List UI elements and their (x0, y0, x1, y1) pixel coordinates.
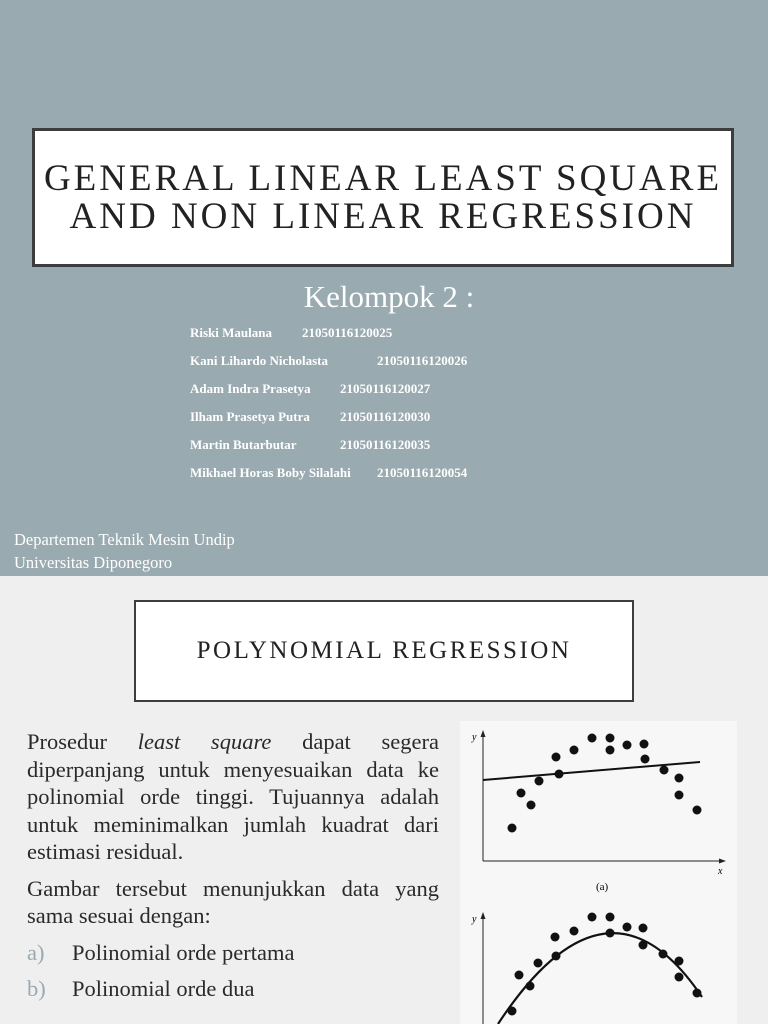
content-slide (0, 576, 768, 1024)
panel-a (471, 730, 726, 893)
data-point (641, 755, 650, 764)
panel-b (471, 912, 702, 1024)
data-point (552, 753, 561, 762)
data-point (570, 927, 579, 936)
member-nim: 21050116120030 (340, 409, 431, 424)
data-point (606, 746, 615, 755)
member-name: Mikhael Horas Boby Silalahi (190, 465, 351, 480)
regression-figure-svg (460, 721, 737, 1024)
paragraph-1 (27, 728, 439, 866)
member-item (190, 409, 431, 425)
panel-a-x-arrow (719, 859, 726, 864)
data-point (693, 989, 702, 998)
member-nim: 21050116120025 (302, 325, 393, 340)
para1-start: Prosedur (27, 729, 138, 754)
panel-a-y-label: y (472, 732, 477, 743)
body-text (27, 728, 439, 1012)
fit-list (27, 939, 439, 1003)
slide-title (43, 157, 723, 237)
data-point (675, 957, 684, 966)
section-title-box (134, 600, 634, 702)
data-point (515, 971, 524, 980)
data-point (508, 1007, 517, 1016)
data-point (606, 929, 615, 938)
member-item (190, 465, 468, 481)
data-point (675, 791, 684, 800)
para1-italic-term: least square (137, 729, 272, 754)
member-item (190, 381, 431, 397)
member-item (190, 353, 468, 369)
data-point (623, 923, 632, 932)
member-name: Adam Indra Prasetya (190, 381, 311, 396)
member-item (190, 437, 431, 453)
list-item (27, 939, 439, 967)
data-point (606, 734, 615, 743)
title-line-2: AND NON LINEAR REGRESSION (69, 195, 697, 237)
data-point (555, 770, 564, 779)
member-name: Ilham Prasetya Putra (190, 409, 310, 424)
member-name: Kani Lihardo Nicholasta (190, 353, 328, 368)
panel-a-y-arrow (481, 730, 486, 737)
data-point (660, 766, 669, 775)
data-point (639, 924, 648, 933)
list-label: b) (27, 976, 46, 1001)
member-nim: 21050116120035 (340, 437, 431, 452)
data-point (534, 959, 543, 968)
data-point (552, 952, 561, 961)
panel-b-y-arrow (481, 912, 486, 919)
member-nim: 21050116120027 (340, 381, 431, 396)
regression-figure (460, 721, 737, 1024)
panel-b-points (508, 913, 702, 1016)
data-point (623, 741, 632, 750)
data-point (606, 913, 615, 922)
group-heading: Kelompok 2 : (303, 279, 475, 314)
data-point (535, 777, 544, 786)
panel-b-y-label: y (472, 914, 477, 925)
list-item (27, 975, 439, 1003)
data-point (693, 806, 702, 815)
data-point (639, 941, 648, 950)
title-box (32, 128, 734, 267)
panel-a-points (508, 734, 702, 833)
university-name: Universitas Diponegoro (14, 553, 173, 572)
data-point (588, 734, 597, 743)
data-point (588, 913, 597, 922)
section-title: POLYNOMIAL REGRESSION (196, 637, 572, 664)
data-point (659, 950, 668, 959)
member-name: Martin Butarbutar (190, 437, 297, 452)
member-name: Riski Maulana (190, 325, 272, 340)
data-point (527, 801, 536, 810)
member-item (190, 325, 393, 341)
data-point (508, 824, 517, 833)
data-point (570, 746, 579, 755)
para1-rest: dapat segera diperpanjang untuk menyesuaikan data ke polinomial orde tinggi. Tujuannya adalah untuk meminimalkan jumlah kuadrat dari estimasi residual. (27, 729, 439, 864)
list-text: Polinomial orde pertama (72, 939, 295, 965)
member-nim: 21050116120054 (377, 465, 468, 480)
data-point (640, 740, 649, 749)
panel-a-caption: (a) (596, 881, 609, 893)
data-point (675, 774, 684, 783)
data-point (675, 973, 684, 982)
quadratic-fit-curve (498, 933, 702, 1024)
department-name: Departemen Teknik Mesin Undip (14, 530, 235, 549)
paragraph-2: Gambar tersebut menunjukkan data yang sama sesuai dengan: (27, 875, 439, 928)
title-line-1: GENERAL LINEAR LEAST SQUARE (43, 157, 723, 199)
data-point (551, 933, 560, 942)
list-text: Polinomial orde dua (72, 976, 255, 1001)
data-point (517, 789, 526, 798)
institution-block (14, 528, 235, 574)
member-nim: 21050116120026 (377, 353, 468, 368)
data-point (526, 982, 535, 991)
panel-a-x-label: x (718, 866, 723, 877)
list-label: a) (27, 939, 45, 965)
